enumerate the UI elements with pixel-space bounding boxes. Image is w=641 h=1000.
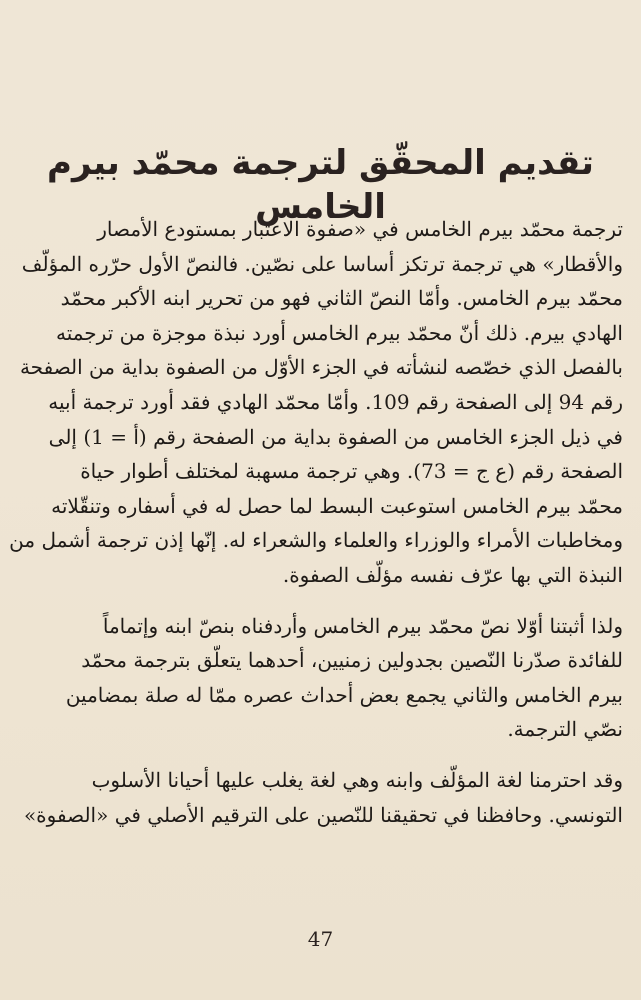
text-line: الصفحة رقم (ع ج = 73). وهي ترجمة مسهبة لمختلف أطوار حياة [80,459,623,484]
text-line: محمّد بيرم الخامس استوعبت البسط لما حصل له في أسفاره وتنقّلاته [51,493,623,518]
text-line: ترجمة محمّد بيرم الخامس في «صفوة الاعتبار بمستودع الأمصار [97,217,623,241]
text-line: ولذا أثبتنا أوّلا نصّ محمّد بيرم الخامس وأردفناه بنصّ ابنه وإتماماً [102,613,623,638]
paragraph-3 [23,763,623,832]
text-line: في ذيل الجزء الخامس من الصفوة بداية من الصفحة رقم (أ = 1) إلى [48,424,623,449]
text-line: محمّد بيرم الخامس. وأمّا النصّ الثاني فهو من تحرير ابنه الأكبر محمّد [60,286,623,311]
text-line: نصّي الترجمة. [507,717,623,742]
text-line: وقد احترمنا لغة المؤلّف وابنه وهي لغة يغلب عليها أحيانا الأسلوب [91,767,623,792]
text-line: للفائدة صدّرنا النّصين بجدولين زمنيين، أحدهما يتعلّق بترجمة محمّد [81,648,623,673]
paragraph-1 [9,212,623,593]
text-line: النبذة التي بها عرّف نفسه مؤلّف الصفوة. [282,562,623,587]
text-line: ومخاطبات الأمراء والوزراء والعلماء والشعراء له. إنّها إذن ترجمة أشمل من [9,528,623,553]
text-line: والأقطار» هي ترجمة ترتكز أساسا على نصّين. فالنصّ الأول حرّره المؤلّف [21,251,623,276]
paragraph-2 [58,609,623,747]
text-line: الهادي بيرم. ذلك أنّ محمّد بيرم الخامس أورد نبذة موجزة من ترجمته [55,320,623,345]
text-line: رقم 94 إلى الصفحة رقم 109. وأمّا محمّد الهادي فقد أورد ترجمة أبيه [48,389,623,414]
chapter-title: تقديم المحقّق لترجمة محمّد بيرم الخامس [47,142,594,227]
page-number: 47 [307,927,334,951]
text-line: بيرم الخامس والثاني يجمع بعض أحداث عصره ممّا له صلة بمضامين [65,682,623,707]
text-line: بالفصل الذي خصّصه لنشأته في الجزء الأوّل من الصفوة بداية من الصفحة [19,355,623,380]
body-text [9,212,623,832]
text-line: التونسي. وحافظنا في تحقيقنا للنّصين على الترقيم الأصلي في «الصفوة» [23,802,623,827]
